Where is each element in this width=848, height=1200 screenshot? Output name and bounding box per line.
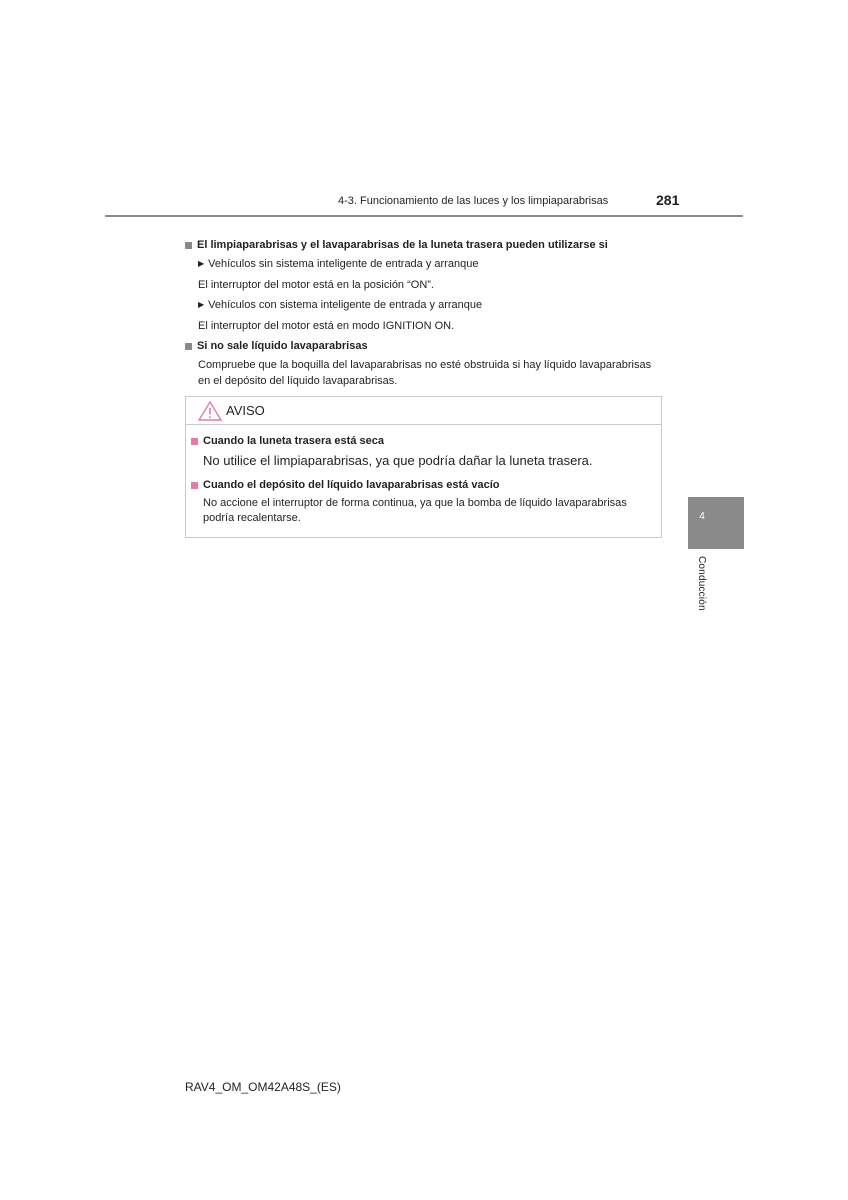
- warning-text: No accione el interruptor de forma continua, ya que la bomba de líquido lavaparabrisas podría recalentarse.: [203, 497, 627, 524]
- square-bullet-icon: [185, 343, 192, 350]
- right-triangle-icon: ▶: [198, 300, 205, 309]
- warning-subheading: [191, 478, 661, 493]
- warning-subheading: [191, 434, 661, 449]
- list-item: [185, 256, 665, 273]
- warning-body: [186, 425, 661, 526]
- warning-header: [186, 397, 661, 425]
- section-heading: [185, 237, 665, 253]
- right-triangle-icon: ▶: [198, 259, 205, 268]
- chapter-label: Conducción: [696, 556, 707, 611]
- list-item-label: Vehículos sin sistema inteligente de entrada y arranque: [208, 258, 479, 270]
- paragraph: El interruptor del motor está en modo IGNITION ON.: [198, 320, 455, 332]
- chapter-number: 4: [699, 511, 705, 522]
- pink-square-bullet-icon: [191, 438, 198, 445]
- paragraph: El interruptor del motor está en la posición “ON”.: [198, 279, 434, 291]
- header-rule: [105, 215, 743, 217]
- main-content: [185, 237, 665, 393]
- list-item-label: Vehículos con sistema inteligente de entrada y arranque: [208, 299, 483, 311]
- section-heading-text: El limpiaparabrisas y el lavaparabrisas de la luneta trasera pueden utilizarse si: [197, 239, 608, 251]
- page-number: 281: [656, 192, 680, 208]
- warning-box: [185, 396, 662, 538]
- header-title: 4-3. Funcionamiento de las luces y los limpiaparabrisas: [338, 195, 609, 207]
- warning-triangle-icon: [198, 401, 222, 421]
- warning-text: No utilice el limpiaparabrisas, ya que podría dañar la luneta trasera.: [203, 453, 593, 468]
- warning-subheading-text: Cuando el depósito del líquido lavaparabrisas está vacío: [203, 479, 500, 491]
- section-heading: [185, 338, 665, 354]
- list-item: [185, 297, 665, 314]
- square-bullet-icon: [185, 242, 192, 249]
- pink-square-bullet-icon: [191, 482, 198, 489]
- section-heading-text: Si no sale líquido lavaparabrisas: [197, 340, 368, 352]
- paragraph: Compruebe que la boquilla del lavaparabrisas no esté obstruida si hay líquido lavaparabrisas en el depósito del líquido lavaparabrisas.: [198, 359, 652, 387]
- chapter-tab: [688, 497, 744, 549]
- footer-code: RAV4_OM_OM42A48S_(ES): [185, 1080, 341, 1094]
- warning-title: AVISO: [226, 403, 265, 418]
- warning-subheading-text: Cuando la luneta trasera está seca: [203, 435, 384, 447]
